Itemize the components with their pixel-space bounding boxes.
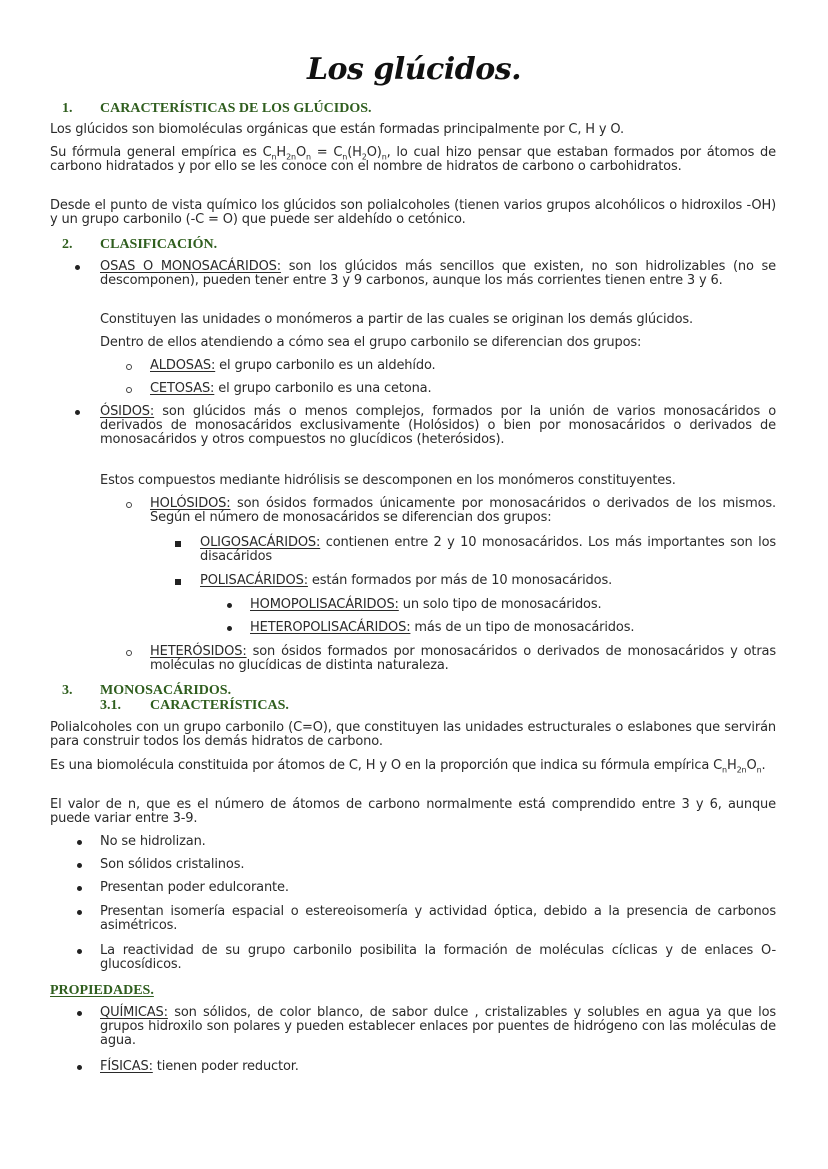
list-item-osidos xyxy=(100,405,776,447)
list-item: No se hidrolizan. xyxy=(100,834,206,849)
formula-paragraph: Su fórmula general empírica es $C_nH_{2n}O_n = C_n(H_2O)_n$, lo cual hizo pensar que estaban formados por átomos de carbono hidratados y por ello se les conoce con el nombre de hidratos de carbono o carbohidratos. xyxy=(50,145,776,174)
circle-bullet-icon xyxy=(126,364,132,370)
bullet-icon xyxy=(227,603,232,608)
paragraph: Dentro de ellos atendiendo a cómo sea el grupo carbonilo se diferencian dos grupos: xyxy=(100,335,642,350)
section-number: 2. xyxy=(62,237,73,252)
term: HETEROPOLISACÁRIDOS: xyxy=(250,620,411,635)
bullet-icon xyxy=(77,1011,82,1016)
circle-bullet-icon xyxy=(126,387,132,393)
definition: un solo tipo de monosacáridos. xyxy=(398,597,602,612)
definition: el grupo carbonilo es un aldehído. xyxy=(215,358,436,373)
bullet-icon xyxy=(75,410,80,415)
definition: más de un tipo de monosacáridos. xyxy=(410,620,635,635)
term: HOLÓSIDOS: xyxy=(150,496,231,511)
definition: son glúcidos más o menos complejos, formados por la unión de varios monosacáridos o derivados de monosacáridos exclusivamente (Holósidos) o bien por monosacáridos o derivados de monosacáridos y otros compuestos no glucídicos (heterósidos). xyxy=(100,404,776,447)
bullet-icon xyxy=(75,265,80,270)
formula-paragraph: Es una biomolécula constituida por átomos de C, H y O en la proporción que indica su fórmula empírica $C_nH_{2n}O_n$. xyxy=(50,758,766,775)
paragraph: Desde el punto de vista químico los glúcidos son polialcoholes (tienen varios grupos alcohólicos o hidroxilos -OH) y un grupo carbonilo (-C = O) que puede ser aldehído o cetónico. xyxy=(50,198,776,227)
definition: contienen entre 2 y 10 monosacáridos. Los más importantes son los disacáridos xyxy=(200,535,776,564)
section-number: 3. xyxy=(62,683,73,698)
term: ALDOSAS: xyxy=(150,358,216,373)
list-item-aldosas xyxy=(150,359,776,373)
term: POLISACÁRIDOS: xyxy=(200,573,308,588)
subsection-number: 3.1. xyxy=(100,698,121,713)
square-bullet-icon xyxy=(175,579,181,585)
definition: son los glúcidos más sencillos que existen, no son hidrolizables (no se descomponen), pueden tener entre 3 y 9 carbonos, aunque los más corrientes tienen entre 3 y 6. xyxy=(100,259,776,288)
term: ÓSIDOS: xyxy=(100,404,155,419)
list-item-heterosidos xyxy=(150,645,776,673)
paragraph: El valor de n, que es el número de átomos de carbono normalmente está comprendido entre 3 y 6, aunque puede variar entre 3-9. xyxy=(50,797,776,826)
list-item-oligosacaridos xyxy=(200,536,776,564)
propiedades-heading: PROPIEDADES. xyxy=(50,983,154,998)
paragraph: Polialcoholes con un grupo carbonilo (C=O), que constituyen las unidades estructurales o eslabones que servirán para construir todos los demás hidratos de carbono. xyxy=(50,720,776,749)
bullet-icon xyxy=(77,863,82,868)
list-item: Presentan poder edulcorante. xyxy=(100,880,289,895)
paragraph-continuation: , lo cual hizo pensar que estaban formados por átomos de carbono hidratados y por ello se les conoce con el nombre de hidratos de carbono o carbohidratos. xyxy=(50,145,776,174)
list-item-cetosas xyxy=(150,382,776,396)
term: HETERÓSIDOS: xyxy=(150,644,247,659)
bullet-icon xyxy=(77,1065,82,1070)
paragraph: Constituyen las unidades o monómeros a partir de las cuales se originan los demás glúcidos. xyxy=(100,312,693,327)
list-item: Presentan isomería espacial o estereoisomería y actividad óptica, debido a la presencia de carbonos asimétricos. xyxy=(100,904,776,933)
subsection-title: CARACTERÍSTICAS. xyxy=(150,698,289,713)
bullet-icon xyxy=(77,840,82,845)
bullet-icon xyxy=(77,886,82,891)
circle-bullet-icon xyxy=(126,502,132,508)
list-item-homopolisacaridos xyxy=(250,598,776,612)
bullet-icon xyxy=(77,949,82,954)
bullet-icon xyxy=(77,910,82,915)
square-bullet-icon xyxy=(175,541,181,547)
term: FÍSICAS: xyxy=(100,1059,153,1074)
list-item-holosidos xyxy=(150,497,776,525)
definition: son ósidos formados por monosacáridos o derivados de monosacáridos y otras moléculas no glucídicas de distinta naturaleza. xyxy=(150,644,776,673)
definition: el grupo carbonilo es una cetona. xyxy=(214,381,432,396)
section-title: CARACTERÍSTICAS DE LOS GLÚCIDOS. xyxy=(100,101,372,116)
list-item: La reactividad de su grupo carbonilo posibilita la formación de moléculas cíclicas y de enlaces O-glucosídicos. xyxy=(100,943,776,972)
list-item-quimicas xyxy=(100,1006,776,1048)
definition: están formados por más de 10 monosacáridos. xyxy=(307,573,613,588)
list-item-polisacaridos xyxy=(200,574,776,588)
bullet-icon xyxy=(227,626,232,631)
list-item: Son sólidos cristalinos. xyxy=(100,857,245,872)
definition: son sólidos, de color blanco, de sabor dulce , cristalizables y solubles en agua ya que los grupos hidroxilo son polares y pueden establecer enlaces por puentes de hidrógeno con las moléculas de agua. xyxy=(100,1005,776,1048)
list-item-fisicas xyxy=(100,1060,776,1074)
paragraph: Los glúcidos son biomoléculas orgánicas que están formadas principalmente por C, H y O. xyxy=(50,122,624,137)
circle-bullet-icon xyxy=(126,650,132,656)
definition: son ósidos formados únicamente por monosacáridos o derivados de los mismos. Según el número de monosacáridos se diferencian dos grupos: xyxy=(150,496,776,525)
term: OLIGOSACÁRIDOS: xyxy=(200,535,321,550)
paragraph: Estos compuestos mediante hidrólisis se descomponen en los monómeros constituyentes. xyxy=(100,473,676,488)
page-title: Los glúcidos. xyxy=(306,52,522,87)
section-title: MONOSACÁRIDOS. xyxy=(100,683,232,698)
list-item-heteropolisacaridos xyxy=(250,621,776,635)
term: OSAS O MONOSACÁRIDOS: xyxy=(100,259,282,274)
term: QUÍMICAS: xyxy=(100,1005,168,1020)
term: HOMOPOLISACÁRIDOS: xyxy=(250,597,399,612)
section-number: 1. xyxy=(62,101,73,116)
list-item-osas xyxy=(100,260,776,288)
term: CETOSAS: xyxy=(150,381,215,396)
definition: tienen poder reductor. xyxy=(152,1059,299,1074)
section-title: CLASIFICACIÓN. xyxy=(100,237,218,252)
